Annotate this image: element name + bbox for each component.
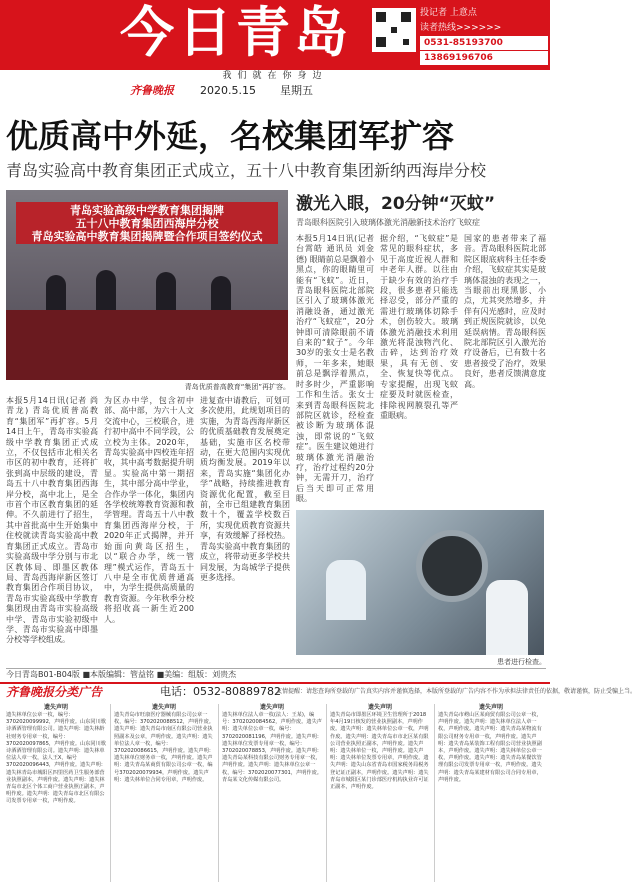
- classified-column-3: 遗失声明 遗失林单位法人章一枚(法人：王某)，编号：3702020084562，声明作废。遗失声明：遗失单位公章一枚，编号：3702020081196，声明作废。遗失声明：遗失林单位发票专用章一枚，编号：3702020078853，声明作废。遗失声明：遗失青岛某科技有限公司财务专用章一枚，声明作废。遗失声明：遗失林单位公章一枚，编号：3702020077301，声明作废。青岛某文化传媒有限公司。: [222, 704, 322, 783]
- photo1-caption: 青岛优质普高教育“集团”再扩容。: [184, 383, 290, 391]
- contact-label: 投记者 上意点: [420, 8, 477, 18]
- paper-logo: 齐鲁晚报: [130, 84, 174, 97]
- hotline-phone-2: 13869196706: [420, 51, 548, 65]
- article1-col1: 本报5月14日讯(记者 尚青龙) 青岛优质普高教育“集团军”再扩容。5月14日上午，青岛市实验高级中学教育集团正式成立，不仅包括市北相关名市区的初中教育，还将扩张到高中层级的建设，青岛五十八中教育集团西海岸分校，高中北上，是全市首个市区教育集团的延伸。不久前进行了招生，其中首批高中生开始集中住校就读青岛实验高中教育集团正式成立。青岛市实验高级中学分别与市北区教体局、即墨区教体局、青岛西海岸新区签订教育集团合作项目协议，青岛市实验高级中学教育集团现由青岛市实验高级中学、青岛市实验初级中学、青岛市实验高中即墨分校等学校组成。: [6, 396, 98, 645]
- article2-subheadline: 青岛眼科医院引入玻璃体激光消融新技术治疗飞蚊症: [296, 218, 480, 227]
- article2-col1: 本报5月14日讯(记者 台霄皓 通讯员 刘金德) 眼睛前总是飘着小黑点，你的眼睛里可能有“飞蚊”。近日，青岛眼科医院北部院区引入了玻璃体激光消融设备，通过激光治疗“飞蚊症”，20分钟即可清除眼前不请自来的“蚊子”。今年30岁的张女士是名教师，一年多来，她眼前总是飘浮着黑点，时多时少，严重影响工作和生活。张女士来到青岛眼科医院北部院区就诊，经检查被诊断为玻璃体混浊，即常说的“飞蚊症”。医生建议她进行玻璃体激光消融治疗，治疗过程约20分钟，无需开刀，治疗后当天即可正常用眼。: [296, 234, 374, 504]
- classified-column-4: 遗失声明 遗失青岛市即墨区环境卫生管理所于2018年4月19日核发的营业执照副本，声明作废。遗失声明：遗失林单位公章一枚，声明作废。遗失声明：遗失青岛市市北区某有限公司营业执照正副本，声明作废。遗失声明：遗失林单位一枚，声明作废。遗失声明：遗失林单位发票专用章，声明作废。遗失声明：遗失山东省青岛市国家税务局税务登记证正副本，声明作废。遗失声明：遗失青岛市城阳区某门诊部医疗机构执业许可证正副本，声明作废。: [330, 704, 429, 791]
- column-divider: [218, 704, 219, 882]
- main-headline: 优质高中外延，名校集团军扩容: [6, 117, 455, 155]
- masthead-contact: [372, 6, 544, 66]
- ceremony-photo: [6, 190, 288, 380]
- issue-weekday: 星期五: [280, 84, 313, 97]
- classified-column-1: 遗失声明 遗失林单位公章一枚，编号：3702020099992，声明作废。山东同川歌诗酒酒管理有限公司。遗失声明：遗失林龄社财务专用章一枚，编号：3702020097865，声明作废。山东同川歌诗酒酒管理有限公司。遗失声明：遗失林单位法人章一枚，法人王X，编号3702020096443，声明作废。遗失声明：遗失林青岛市城阳区四里医药卫生服务部营业执照副本，声明作废。遗失声明：遗失林青岛市北区个体工商户营业执照正副本，声明作废。遗失声明：遗失青岛市北区有限公司发票专用章一枚，声明作废。: [6, 704, 106, 805]
- classifieds-logo: 齐鲁晚报分类广告: [6, 685, 103, 699]
- classifieds-note: 友情提醒：请您查询所登载的广告真实内容并谨慎选择，本版所登载的广告内容不作为承担法律责任的依据，敬请谨慎，防止受骗上当。: [276, 688, 636, 695]
- issue-date: 2020.5.15: [200, 84, 256, 97]
- column-divider: [110, 704, 111, 882]
- dateline: [0, 83, 550, 99]
- column-divider: [326, 704, 327, 882]
- slogan: 我们就在你身边: [222, 71, 328, 81]
- article2-headline: 激光入眼，20分钟“灭蚊”: [296, 194, 496, 214]
- hotline-phone-1: 0531-85193700: [420, 36, 548, 50]
- article2-col2: 据介绍，“飞蚊症”是常见的眼科症状，多见于高度近视人群和中老年人群。以往由于缺少有效的治疗手段，很多患者只能选择忍受，部分严重的需进行玻璃体切除手术，创伤较大。玻璃体激光消融技术利用激光将混浊物汽化、击碎，达到治疗效果，具有无创、安全、恢复快等优点。专家提醒，出现飞蚊症要及时就医检查，排除视网膜裂孔等严重眼病。: [380, 234, 458, 420]
- article1-col3: 进复查中请教后，可划可多次使用，此规划项目的实施，为青岛西海岸新区的优质基础教育发展奠定基础，实施市区名校带动，在更大范围内实现优质均衡发展。2019年以来，青岛实施“集团化办学”战略，持续推进教育资源优化配置，截至目前，全市已组建教育集团数十个，覆盖学校数百所，实现优质教育资源共享，有效缓解了择校热。青岛实验高中教育集团的成立，将带动更多学校共同发展，为岛城学子提供更多选择。: [200, 396, 290, 582]
- ceremony-banner: 青岛实验高级中学教育集团揭牌 五十八中教育集团西海岸分校 青岛实验高中教育集团揭牌暨合作项目签约仪式: [16, 202, 278, 244]
- article1-col2: 为区办中学，包含初中部、高中部，为六十人文交流中心，三校联合，进行初中高中不同学段，公立校为主体。2020年，青岛实验高中四校连年招收，其中高考数据提升明显。实验高中第一期招生，其中部分高中学业，合作办学一体化，集团内各学校统筹教育资源和教学管理。青岛五十八中教育集团西海岸分校，于2020年正式揭牌，并开始面向黄岛区招生，以“联合办学，统一管理”模式运作，青岛五十八中是全市优质普通高中，为学生提供高质量的教育资源。今年秋季分校将招收高一新生近200人。: [104, 396, 194, 624]
- classified-column-5: 遗失声明 遗失青岛市崂山区某商贸有限公司公章一枚，声明作废。遗失声明：遗失林单位法人章一枚，声明作废。遗失声明：遗失青岛某物流有限公司财务专用章一枚，声明作废。遗失声明：遗失青岛某装饰工程有限公司营业执照副本，声明作废。遗失声明：遗失林单位公章一枚，声明作废。遗失声明：遗失青岛某餐饮管理有限公司发票专用章一枚，声明作废。遗失声明：遗失青岛某建材有限公司合同专用章，声明作废。: [438, 704, 542, 783]
- ceremony-desk: [6, 310, 288, 380]
- editor-line: 今日青岛B01-B04版 ■本版编辑：管益铭 ■美编：组版：刘贵杰: [6, 668, 546, 681]
- subscribe-label: 读者热线>>>>>>: [420, 23, 502, 33]
- classified-column-2: 遗失声明 遗失青岛市旺康医疗器械有限公司公章一枚，编号：3702020088512，声明作废。遗失声明：遗失青岛市南区有限公司营业执照副本及公章，声明作废。遗失声明：遗失单位法人章一枚，编号：3702020086615，声明作废。遗失声明：遗失林单位财务章一枚，声明作废。遗失声明：遗失青岛某商贸有限公司公章一枚，编号3702020079934，声明作废。遗失声明：遗失林单位合同专用章，声明作废。: [114, 704, 214, 783]
- classifieds-phone: 电话：0532-80889782: [160, 685, 281, 698]
- main-subheadline: 青岛实验高中教育集团正式成立，五十八中教育集团新纳西海岸分校: [6, 161, 487, 180]
- photo2-caption: 患者进行检查。: [497, 658, 546, 666]
- masthead-title: 今日青岛: [120, 1, 352, 64]
- article2-col3: 国家的患者带来了福音。青岛眼科医院北部院区眼底病科主任李委介绍，飞蚊症其实是玻璃体混浊的表现之一，当眼前出现黑影、小点，尤其突然增多，并伴有闪光感时，应及时到正规医院就诊，以免延误病情。青岛眼科医院北部院区引入激光治疗设备后，已有数十名患者接受了治疗，效果良好，患者反馈满意度高。: [464, 234, 546, 389]
- column-divider: [434, 704, 435, 882]
- eye-exam-photo: [296, 510, 544, 655]
